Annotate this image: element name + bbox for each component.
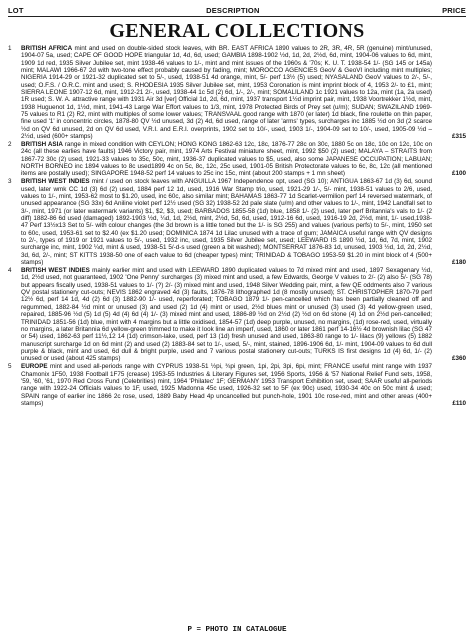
lot-description: [21, 141, 432, 178]
lot-heading: BRITISH AFRICA: [21, 45, 73, 52]
lot-text: mainly earlier mint and used with LEEWARD 1890 duplicated values to 7d mixed mint and used, 1897 Sexagenary ½d, 1d, 2½d used, not guaranteed, 1902 'One Penny' surcharges (3) mixed mint and used, a few Edwards, George V values to 2/- (2) also 5/- (SG 78) but appears fiscally used, 1938-51 values to 1/- (?) 2/- (3) mixed mint and used, 1948 Silver Wedding pair, mint, a few QE oddments also 7 various QV postal stationery cut-outs; NEVIS 1862 engraved 4d (3) faults, 1876-78 lithographed 1d (8 mostly unused); ST. CHRISTOPHER 1870-79 perf 12½ 6d, perf 14 1d, 4d (2) 6d (3) 1882-90 1/- used, reperforated; TOBAGO 1879 1/- pen-cancelled which has been partially cleaned off and regummed, 1882-84 ½d mint or unused (3) and used (2) 1d (4) mint or used, 2½d blues mint or unused (3) used (3) 4d yellow-green used, repaired, 1885-96 ½d (5) 1d (5) 4d (4) 6d (4) 1/- (3) mixed mint and used, 1886-89 ½d on 2½d (2) ½d on 6d stone (4) 1d on 2½d pen-cancelled; TRINIDAD 1851-56 (1d) blue, mint with 4 margins but a little oxidised, 1854-57 (1d) deep purple, unused, no margins, (1d) rose-red, used, virtually no margins, a later Britannia 6d yellow-green trimmed to make it look line an imperf, used, 1860 or later 1861 perf 14-16½ 4d brownish lilac (SG 47 or 54) used, 1862-63 perf 11½,12 14 (1d) crimson-lake, used, perf 13 (1d) fresh unused and used, 1863-80 range to 1/- lilacs (9) yellows (5) 1882 manuscript surcharge 1d on 6d mint (2) and used (2) 1883-84 set to 1/-, used, 5/-, mint, stained, 1896-1906 6d, 1/- mint, 1904-09 values to 6d dull purple & black, mint and used, 6d dull & bright purple, used and 7 various postal stationery cut-outs; TURKS IS first designs 1d (4) 6d, 1/- (2) unused or used (about 425 stamps): [21, 267, 432, 363]
lot-entry: [8, 141, 466, 178]
lot-description: [21, 45, 432, 140]
lot-entry: [8, 178, 466, 266]
lot-list: [8, 45, 466, 408]
lot-description: [21, 178, 432, 266]
lot-text: range in mixed condition with CEYLON; HONG KONG 1862-63 12c, 18c, 1876-77 28c on 30c, 1880 5c on 18c, 10c on 12c, 10c on 24c (all these earlies have faults) 1946 Victory pair, mint, 1974 Arts Festival miniature sheet, mint, 1992 $50 (2) used; MALAYA – STRAITS from 1867-72 30c (2) used, 1921-33 values to 35c, 50c, mint, 1936-37 duplicated values to $5, used, also some JAPANESE OCCUPATION; LABUAN; NORTH BORNEO inc 1894 values to 8c used1899 4c on 5c, 8c, 12c, 25c used, 1901-05 British Protectorate values to 6c, 8c, 12c (all mentioned items are postally used); SINGAPORE 1948-52 perf 14 values to 25c inc 15c, mint (about 200 stamps + 1 mn sheet): [21, 141, 432, 178]
lot-description: [21, 267, 432, 362]
lot-text: mint / used on stock leaves with ANGUILLA 1967 Independence opt, used (SG 10); ANTIGUA 1863-67 1d (3) 6d, sound used, later wmk CC 1d (3) 6d (2) used, 1884 perf 12 1d, used, 1916 War Stamp trio, used, 1921-29 1/-, 5/- mint, 1938-51 values to 2/6, used, values to 1/-, mint, 1953-62 most to $1.20, used, inc 60c, also similar mint; BAHAMAS 1863-77 1d Scarlet-vermilion perf 14 reversed watermark, of unused appearance (SG 33x) 6d Aniline violet perf 12½ used (SG 32) 1938-52 2d pale slate (u/m) and other values to 1/-, mint, 1942 Landfall set to 3/-, mint, 1971 (or later watermark variants) $1, $2, $3, used; BARBADOS 1855-58 (1d) blue, 1858 1/- (2) used, later perf Britannia's vals to 1/- (2 diff) 1882-86 6d used (damaged) 1892-1903 ½d, ¼d, 1d, 2½d, mint, 2½d, 5d, 6d, used, 1912-16 6d, used, 1916-19 2d, 2½d, mint, 1/- used,1938-47 Perf 13½x13 Set to 5/- with colour changes (the 3d brown is a little toned but the 1/- is SG 255) and values (various perfs) to 5/-, mint, 1950 set to 60c, used, 1953-61 set to $2.40 (ex $1.20 used; DOMINICA 1874 1d Lilac unused with a trace of gum; JAMAICA useful range with QV designs to 2/-, types of 1919 or 1921 values to 5/-, used, 1932 inc, used, 1935 Silver Jubilee set, used; LEEWARD IS 1890 ½d, 1d, 6d, 7d, mint, 1902 surcharge inc, mint, 1902 ¼d, mint & used, 1938-51 5/-d-s used (green a bit washed); MONTSERRAT 1876-83 1d, unused, 1903 ½d, 1d, 2d, 2½d, 3d, 6d, 2/-, mint; ST KITTS 1938-50 one of each value to 6d (cheaper types) mint; TRINIDAD & TOBAGO 1953-59 $1.20 in mint block of 4 (500+ stamps): [21, 178, 433, 267]
lot-heading: EUROPE: [21, 363, 48, 371]
header-rule: [8, 16, 466, 17]
lot-price: £180: [451, 259, 466, 267]
lot-entry: [8, 267, 466, 362]
lot-entry: [8, 363, 466, 407]
lot-description: [21, 363, 432, 407]
lot-number: 1: [8, 45, 12, 52]
lot-number: 3: [8, 178, 12, 186]
lot-number: 4: [8, 267, 12, 275]
description-column-label: DESCRIPTION: [206, 6, 260, 15]
lot-price: £315: [451, 133, 466, 141]
price-column-label: PRICE: [442, 6, 466, 15]
page-title: GENERAL COLLECTIONS: [109, 20, 365, 42]
lot-price: £360: [451, 355, 466, 363]
lot-number: 5: [8, 363, 12, 371]
lot-entry: [8, 45, 466, 140]
lot-column-label: LOT: [8, 6, 24, 15]
catalogue-footer-note: P = PHOTO IN CATALOGUE: [187, 626, 287, 634]
lot-text: mint and used all-periods range with CYPRUS 1938-51 ½pi, ¾pi green, 1pi, 2pi, 3pi, 6pi, mint; FRANCE useful mint range with 1937 Chamonix 1F50, 1938 Football 1F75 (crease) 1953-55 Industries & Literary Figures set, 1956 Sports, 1956 & '57 National Relief Fund sets, 1958, '59, '60, '61, 1970 Red Cross Fund (Celebrities) mint, 1964 'Philatec' 1F; GERMANY 1953 Transport Exhibition set, used; SAAR useful all-periods range with 1922-24 Officials values to 1F, used, 1925 Madonna 45c used, 1926-32 set to 5F (ex 90c) used, 1930-34 40c on 50c mint & used; SPAIN range of earlier inc 1866 2c rose, used, 1889 Baby Head 4p uncancelled but punch-hole, 1901 10c rose-red, mint and other areas (400+ stamps): [21, 363, 432, 407]
lot-price: £110: [452, 399, 466, 407]
column-header: [8, 6, 466, 15]
lot-price: £100: [451, 170, 466, 178]
lot-heading: BRITISH WEST INDIES: [21, 178, 90, 186]
lot-number: 2: [8, 141, 12, 149]
lot-heading: BRITISH ASIA: [21, 141, 63, 149]
lot-text: mint and used on double-sided stock leaves, with BR. EAST AFRICA 1890 values to 2R, 3R, 4R, 5R (genuine) mint/unused, 1904-07 5a, used; CAPE OF GOOD HOPE triangular 1d, 4d, 6d, used; GAMBIA 1898-1902 ½d, 1d, 2d, 2½d, 6d, mint, 1904-06 values to 6d, mint, 1909 1d red, 1935 Silver Jubilee set, mint 1938-46 values to 1/-, mint and mint issues of the 1960s & '70s; K. U. T. 1938-54 1/- (SG 145 or 145a) mint; MALAWI 1966-67 2d with two-tone effect probably caused by fading, mint; MOROCCO AGENCIES GeoV & GeoVI including mint multiples; NIGERIA 1914-29 or 1921-32 duplicated set to 5/-, used, 1938-51 4d orange, mint, 5/- perf 13½ (5) used; NYASALAND GeoV values to 2/-, 5/-, used; O.F.S. / O.R.C. mint and used; S. RHODESIA 1935 Silver Jubilee set, mint, 1953 Coronation is mint imprint block of 4, 1953 2/- to £1, mint; SIERRA LEONE 1907-12 6d, mint, 1912-21 2/-, used, 1938-44 1c 5d (2) 6d, 1/-, 2/-, mint; SOMALILAND 1c 1921 values to 12a, mint (1a, 2a used) 1R used; S. W. A. attractive range with 1931 Air 3d [ver] Official 1d, 2d, 6d, mint, 1937 transport 1½d imprint pair, mint, 1938 Voortrekker 1½d, mint, 1938 Huguenot 1d, 1½d, mint, 1941-43 Large War Effort values to 1/3, mint, 1978 Protected Birds of Prey set (u/m); SUDAN; SWAZILAND 1969-75 values to R1 (2) R2, mint with multiples of some lower values; TRANSVAAL good range with 1870 (er later) 1d black, fine roulette on thin paper, fine used '1' in concentric circles, 1878-80 QV ½d unused, 3d (2) 4d, 6d used, range of later 'arms' types, surcharges inc 1885 ½d on 3d (2 scarce ½d on QV 6d unused, 2d on QV 6d used, V.R.I. and E.R.I. overprints, 1902 set to 10/-, used, 1903 1/-, 1904-09 set to 10/-, used, 1905-09 ½d – 2½d, used (600+ stamps): [21, 45, 432, 141]
lot-heading: BRITISH WEST INDIES: [21, 267, 90, 275]
